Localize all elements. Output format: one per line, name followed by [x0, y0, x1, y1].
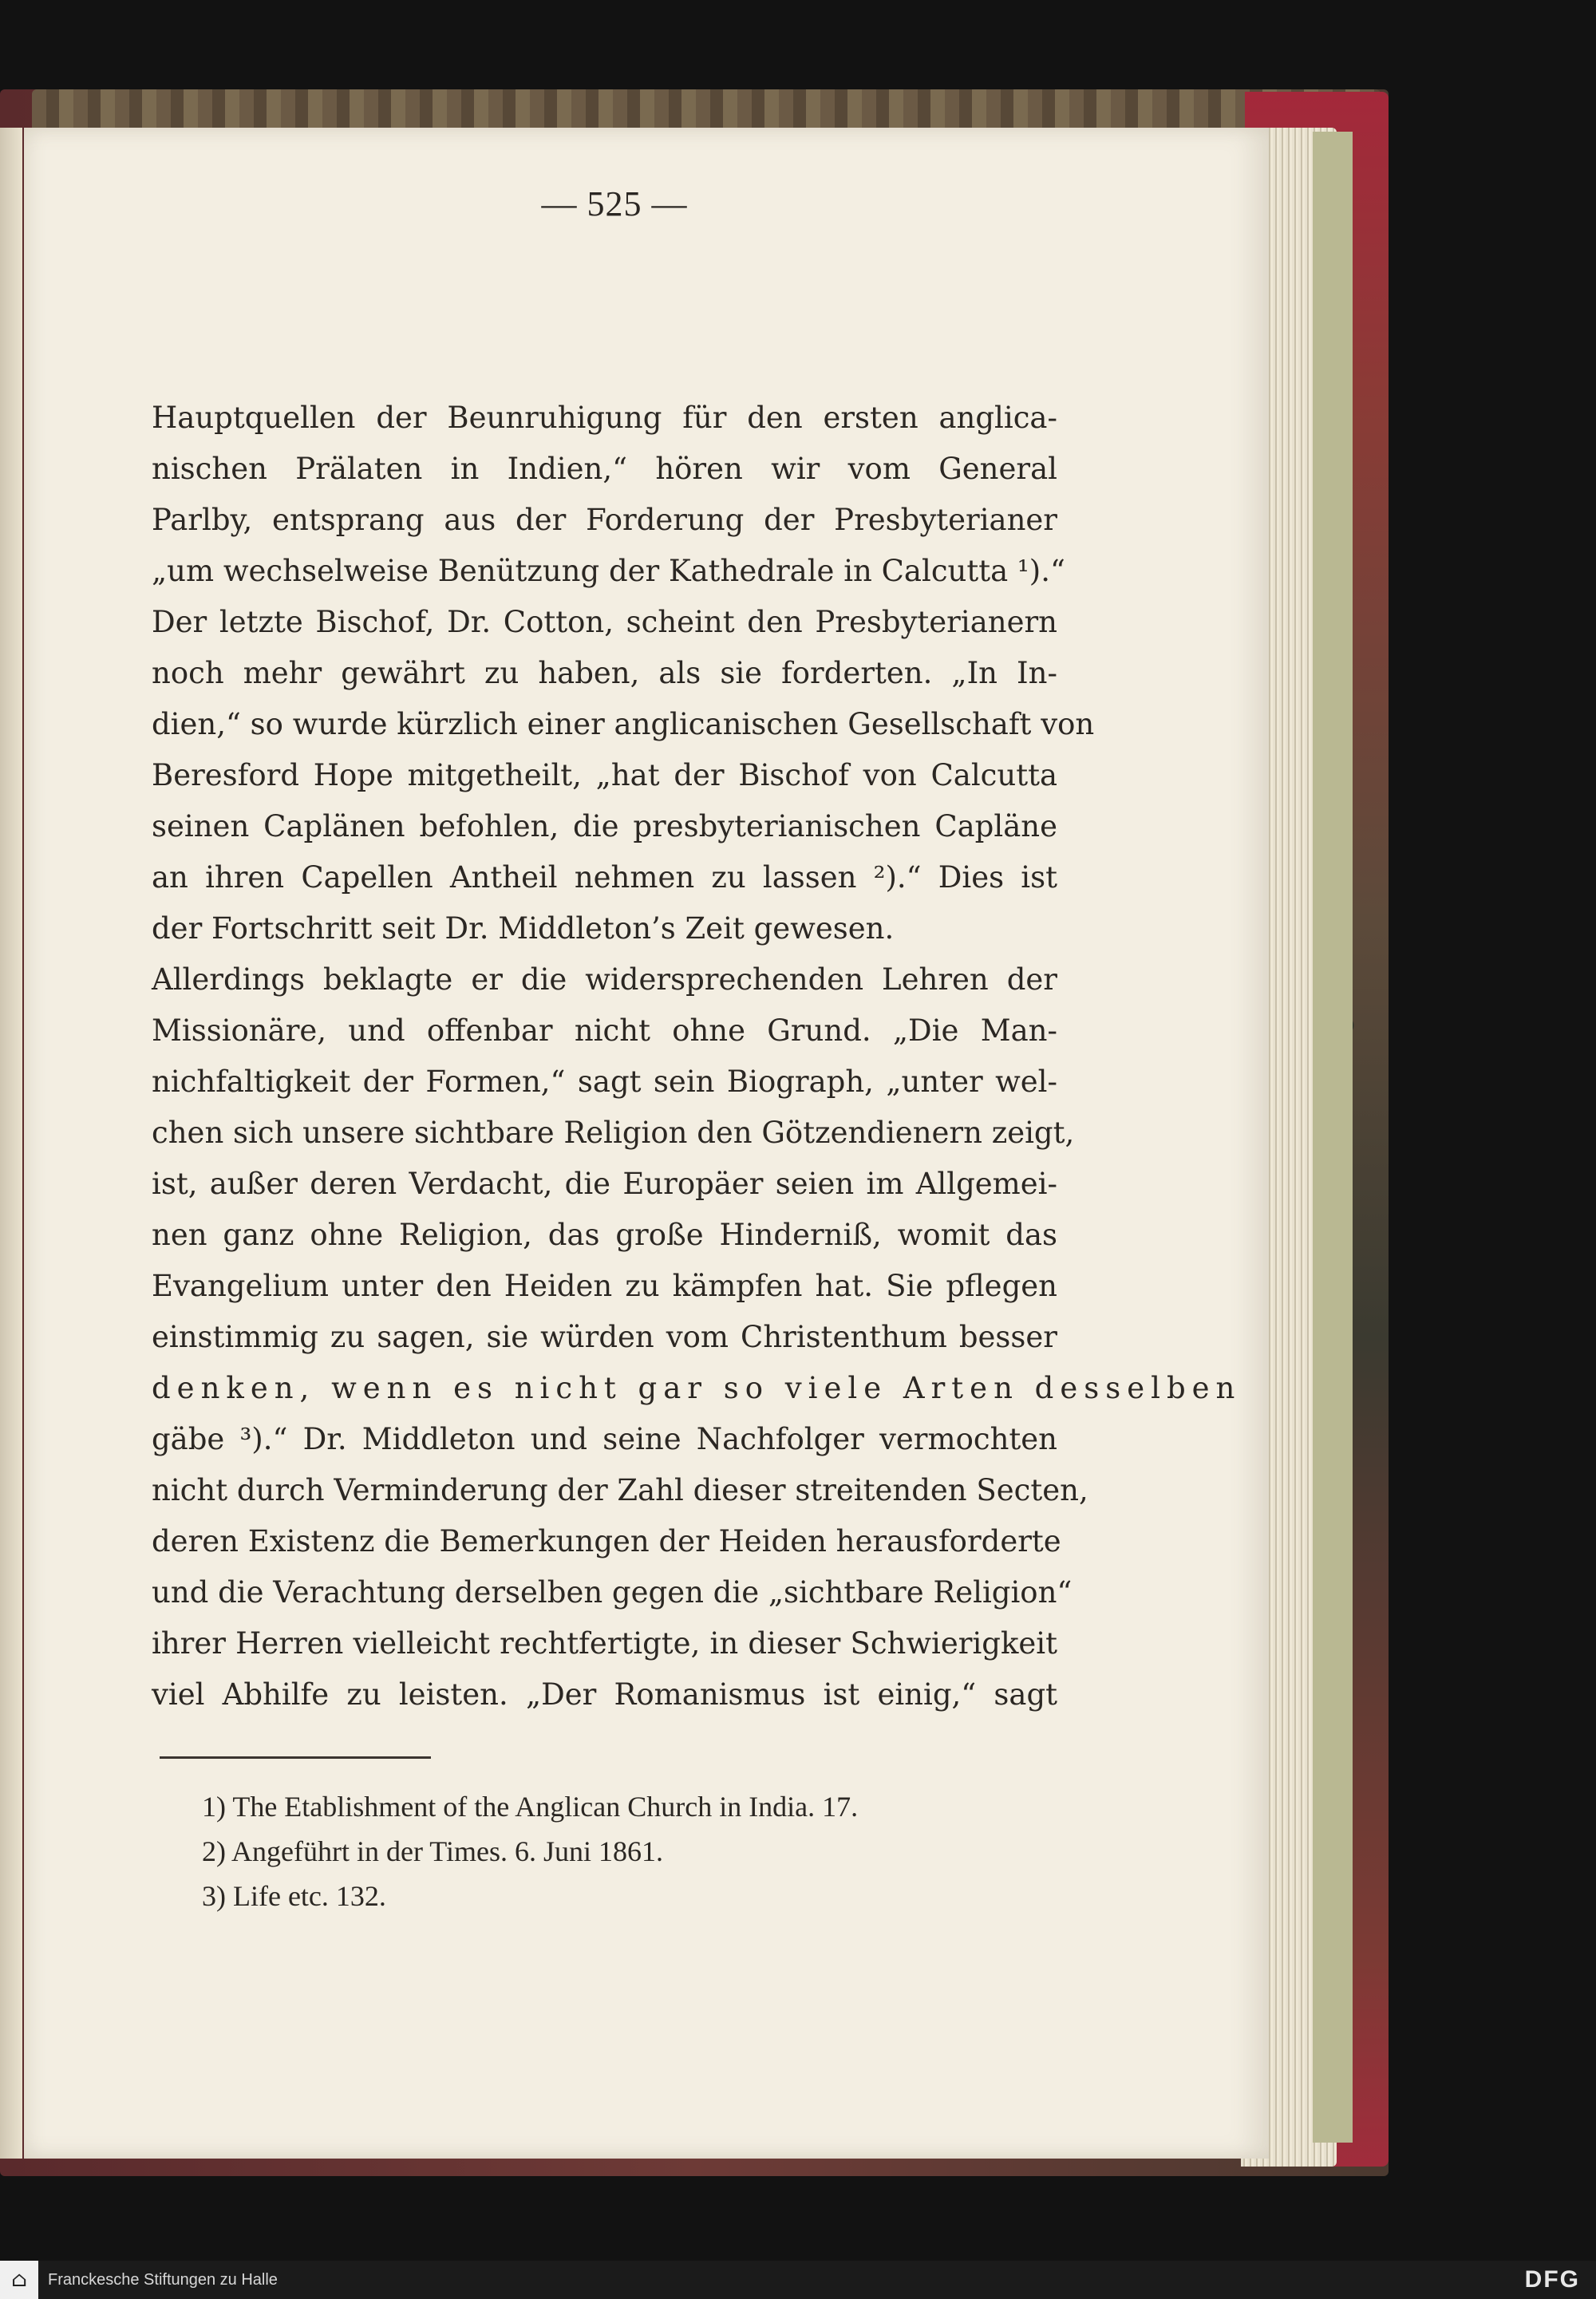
viewer-footer — [0, 2261, 1596, 2299]
text-line: ist, außer deren Verdacht, die Europäer seien im Allgemei- — [152, 1167, 1057, 1201]
text-line: viel Abhilfe zu leisten. „Der Romanismus ist einig,“ sagt — [152, 1677, 1057, 1712]
footnote-rule — [160, 1756, 431, 1759]
text-line: Missionäre, und offenbar nicht ohne Grund. „Die Man- — [152, 1013, 1057, 1048]
body-text — [152, 393, 1242, 1720]
left-page-edge — [0, 128, 22, 2159]
text-line: Parlby, entsprang aus der Forderung der Presbyterianer — [152, 503, 1057, 537]
text-line: „um wechselweise Benützung der Kathedrale in Calcutta ¹).“ — [152, 554, 1065, 588]
building-icon: ⌂ — [0, 2261, 38, 2299]
text-line: gäbe ³).“ Dr. Middleton und seine Nachfolger vermochten — [152, 1422, 1057, 1456]
text-line: Der letzte Bischof, Dr. Cotton, scheint den Presbyterianern — [152, 605, 1057, 639]
footnote-3: 3) Life etc. 132. — [202, 1880, 386, 1912]
text-line: nicht durch Verminderung der Zahl dieser streitenden Secten, — [152, 1473, 1088, 1507]
dfg-logo: DFG — [1524, 2266, 1580, 2293]
text-line: an ihren Capellen Antheil nehmen zu lassen ²).“ Dies ist — [152, 860, 1057, 895]
page-edge-leaf — [1313, 132, 1353, 2143]
page-number: — 525 — — [541, 184, 688, 223]
footnote-1: 1) The Etablishment of the Anglican Church in India. 17. — [202, 1791, 859, 1823]
footnotes — [202, 1784, 1080, 1918]
text-line: Allerdings beklagte er die widersprechenden Lehren der — [152, 962, 1057, 997]
text-line: deren Existenz die Bemerkungen der Heiden herausforderte — [152, 1524, 1061, 1558]
institution-label: Franckesche Stiftungen zu Halle — [48, 2270, 278, 2289]
text-line: noch mehr gewährt zu haben, als sie forderten. „In In- — [152, 656, 1057, 690]
text-line: nichfaltigkeit der Formen,“ sagt sein Biograph, „unter wel- — [152, 1065, 1057, 1099]
text-line: der Fortschritt seit Dr. Middleton’s Zeit gewesen. — [152, 911, 895, 946]
text-line: einstimmig zu sagen, sie würden vom Christenthum besser — [152, 1320, 1057, 1354]
text-line: Hauptquellen der Beunruhigung für den ersten anglica- — [152, 401, 1057, 435]
book-top-edge — [32, 89, 1381, 129]
text-line: und die Verachtung derselben gegen die „sichtbare Religion“ — [152, 1575, 1073, 1610]
text-line: nischen Prälaten in Indien,“ hören wir vom General — [152, 452, 1057, 486]
text-line: ihrer Herren vielleicht rechtfertigte, in dieser Schwierigkeit — [152, 1626, 1057, 1661]
text-line: Evangelium unter den Heiden zu kämpfen hat. Sie pflegen — [152, 1269, 1057, 1303]
text-line: denken, wenn es nicht gar so viele Arten desselben — [152, 1371, 1242, 1405]
text-line: Beresford Hope mitgetheilt, „hat der Bischof von Calcutta — [152, 758, 1057, 792]
text-line: nen ganz ohne Religion, das große Hinderniß, womit das — [152, 1218, 1057, 1252]
text-line: chen sich unsere sichtbare Religion den Götzendienern zeigt, — [152, 1116, 1075, 1150]
footnote-2: 2) Angeführt in der Times. 6. Juni 1861. — [202, 1835, 664, 1867]
text-line: dien,“ so wurde kürzlich einer anglicanischen Gesellschaft von — [152, 707, 1095, 741]
text-line: seinen Caplänen befohlen, die presbyterianischen Capläne — [152, 809, 1057, 843]
